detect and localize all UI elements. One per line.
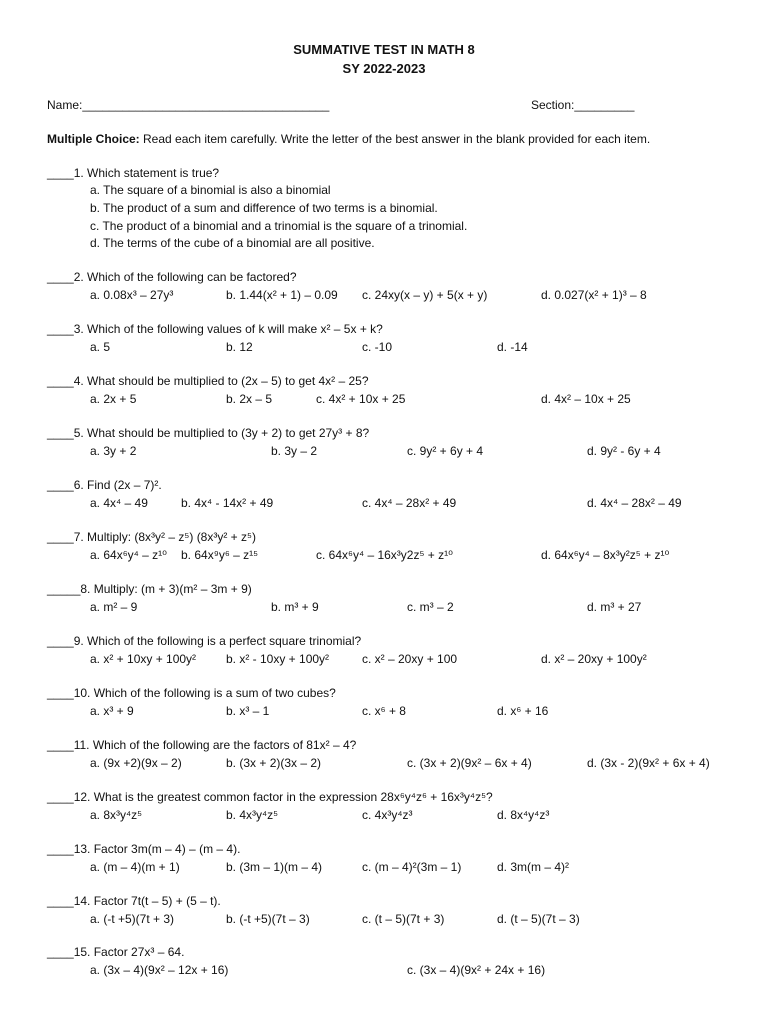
question-6-stem: ____6. Find (2x – 7)². [47,478,162,492]
question-1-choice-d: d. The terms of the cube of a binomial are all positive. [90,236,375,250]
question-7-choice-d: d. 64x⁶y⁴ – 8x³y²z⁵ + z¹⁰ [541,548,670,562]
question-3-choice-c: c. -10 [362,340,393,354]
question-10-choice-c: c. x⁶ + 8 [362,704,406,718]
question-12-choice-d: d. 8x⁴y⁴z³ [497,808,550,822]
question-5-stem: ____5. What should be multiplied to (3y + 2) to get 27y³ + 8? [47,426,370,440]
question-2-choice-c: c. 24xy(x – y) + 5(x + y) [362,288,488,302]
question-9-choice-d: d. x² – 20xy + 100y² [541,652,647,666]
question-13-choice-d: d. 3m(m – 4)² [497,860,570,874]
question-14-choice-c: c. (t – 5)(7t + 3) [362,912,445,926]
question-11-choice-c: c. (3x + 2)(9x² – 6x + 4) [407,756,532,770]
question-8-choice-c: c. m³ – 2 [407,600,454,614]
question-8-choice-d: d. m³ + 27 [587,600,642,614]
question-2-choice-d: d. 0.027(x² + 1)³ – 8 [541,288,647,302]
question-3-stem: ____3. Which of the following values of k will make x² – 5x + k? [47,322,383,336]
question-7-choice-c: c. 64x⁶y⁴ – 16x³y2z⁵ + z¹⁰ [316,548,453,562]
question-8-choice-a: a. m² – 9 [90,600,138,614]
instructions-lead: Multiple Choice: [47,132,140,146]
question-4-choice-a: a. 2x + 5 [90,392,137,406]
question-1-choice-b: b. The product of a sum and difference of two terms is a binomial. [90,201,438,215]
question-3-choice-d: d. -14 [497,340,528,354]
question-13-choice-b: b. (3m – 1)(m – 4) [226,860,323,874]
question-4-stem: ____4. What should be multiplied to (2x – 5) to get 4x² – 25? [47,374,369,388]
section-field: Section:_________ [531,98,635,112]
question-14-stem: ____14. Factor 7t(t – 5) + (5 – t). [47,894,221,908]
question-14-choice-b: b. (-t +5)(7t – 3) [226,912,310,926]
question-10-stem: ____10. Which of the following is a sum of two cubes? [47,686,336,700]
question-2-choice-b: b. 1.44(x² + 1) – 0.09 [226,288,338,302]
question-9-choice-b: b. x² - 10xy + 100y² [226,652,330,666]
question-9-stem: ____9. Which of the following is a perfect square trinomial? [47,634,362,648]
question-12-choice-b: b. 4x³y⁴z⁵ [226,808,279,822]
question-9-choice-c: c. x² – 20xy + 100 [362,652,458,666]
question-4-choice-d: d. 4x² – 10x + 25 [541,392,631,406]
question-4-choice-b: b. 2x – 5 [226,392,273,406]
question-4-choice-c: c. 4x² + 10x + 25 [316,392,406,406]
question-15-choice-c: c. (3x – 4)(9x² + 24x + 16) [407,963,546,977]
instructions [47,132,650,146]
question-6-choice-b: b. 4x⁴ - 14x² + 49 [181,496,274,510]
question-7-stem: ____7. Multiply: (8x³y² – z⁵) (8x³y² + z⁵) [47,530,256,544]
question-14-choice-d: d. (t – 5)(7t – 3) [497,912,580,926]
question-6-choice-a: a. 4x⁴ – 49 [90,496,148,510]
question-8-stem: _____8. Multiply: (m + 3)(m² – 3m + 9) [47,582,252,596]
question-11-choice-d: d. (3x - 2)(9x² + 6x + 4) [587,756,710,770]
school-year: SY 2022-2023 [342,61,426,76]
question-2-choice-a: a. 0.08x³ – 27y³ [90,288,174,302]
question-1-choice-c: c. The product of a binomial and a trinomial is the square of a trinomial. [90,219,468,233]
question-14-choice-a: a. (-t +5)(7t + 3) [90,912,175,926]
page-title: SUMMATIVE TEST IN MATH 8 [293,42,475,57]
question-10-choice-b: b. x³ – 1 [226,704,270,718]
question-15-stem: ____15. Factor 27x³ – 64. [47,945,185,959]
question-3-choice-a: a. 5 [90,340,111,354]
question-5-choice-c: c. 9y² + 6y + 4 [407,444,484,458]
question-11-choice-a: a. (9x +2)(9x – 2) [90,756,182,770]
question-15-choice-a: a. (3x – 4)(9x² – 12x + 16) [90,963,229,977]
question-1-choice-a: a. The square of a binomial is also a binomial [90,183,331,197]
question-10-choice-a: a. x³ + 9 [90,704,134,718]
question-9-choice-a: a. x² + 10xy + 100y² [90,652,197,666]
question-7-choice-b: b. 64x⁹y⁶ – z¹⁵ [181,548,259,562]
question-11-choice-b: b. (3x + 2)(3x – 2) [226,756,322,770]
question-5-choice-b: b. 3y – 2 [271,444,318,458]
question-7-choice-a: a. 64x⁶y⁴ – z¹⁰ [90,548,167,562]
question-1-stem: ____1. Which statement is true? [47,166,220,180]
question-3-choice-b: b. 12 [226,340,253,354]
question-12-choice-a: a. 8x³y⁴z⁵ [90,808,143,822]
question-2-stem: ____2. Which of the following can be factored? [47,270,297,284]
question-6-choice-c: c. 4x⁴ – 28x² + 49 [362,496,457,510]
question-11-stem: ____11. Which of the following are the factors of 81x² – 4? [47,738,357,752]
question-12-choice-c: c. 4x³y⁴z³ [362,808,413,822]
name-field: Name:_____________________________________ [47,98,330,112]
question-6-choice-d: d. 4x⁴ – 28x² – 49 [587,496,682,510]
question-10-choice-d: d. x⁶ + 16 [497,704,549,718]
question-8-choice-b: b. m³ + 9 [271,600,319,614]
question-13-stem: ____13. Factor 3m(m – 4) – (m – 4). [47,842,241,856]
question-5-choice-a: a. 3y + 2 [90,444,137,458]
question-13-choice-c: c. (m – 4)²(3m – 1) [362,860,462,874]
instructions-text: Read each item carefully. Write the letter of the best answer in the blank provided for each item. [139,132,651,146]
question-13-choice-a: a. (m – 4)(m + 1) [90,860,180,874]
question-12-stem: ____12. What is the greatest common factor in the expression 28x⁶y⁴z⁶ + 16x³y⁴z⁵? [47,790,493,804]
question-5-choice-d: d. 9y² - 6y + 4 [587,444,661,458]
